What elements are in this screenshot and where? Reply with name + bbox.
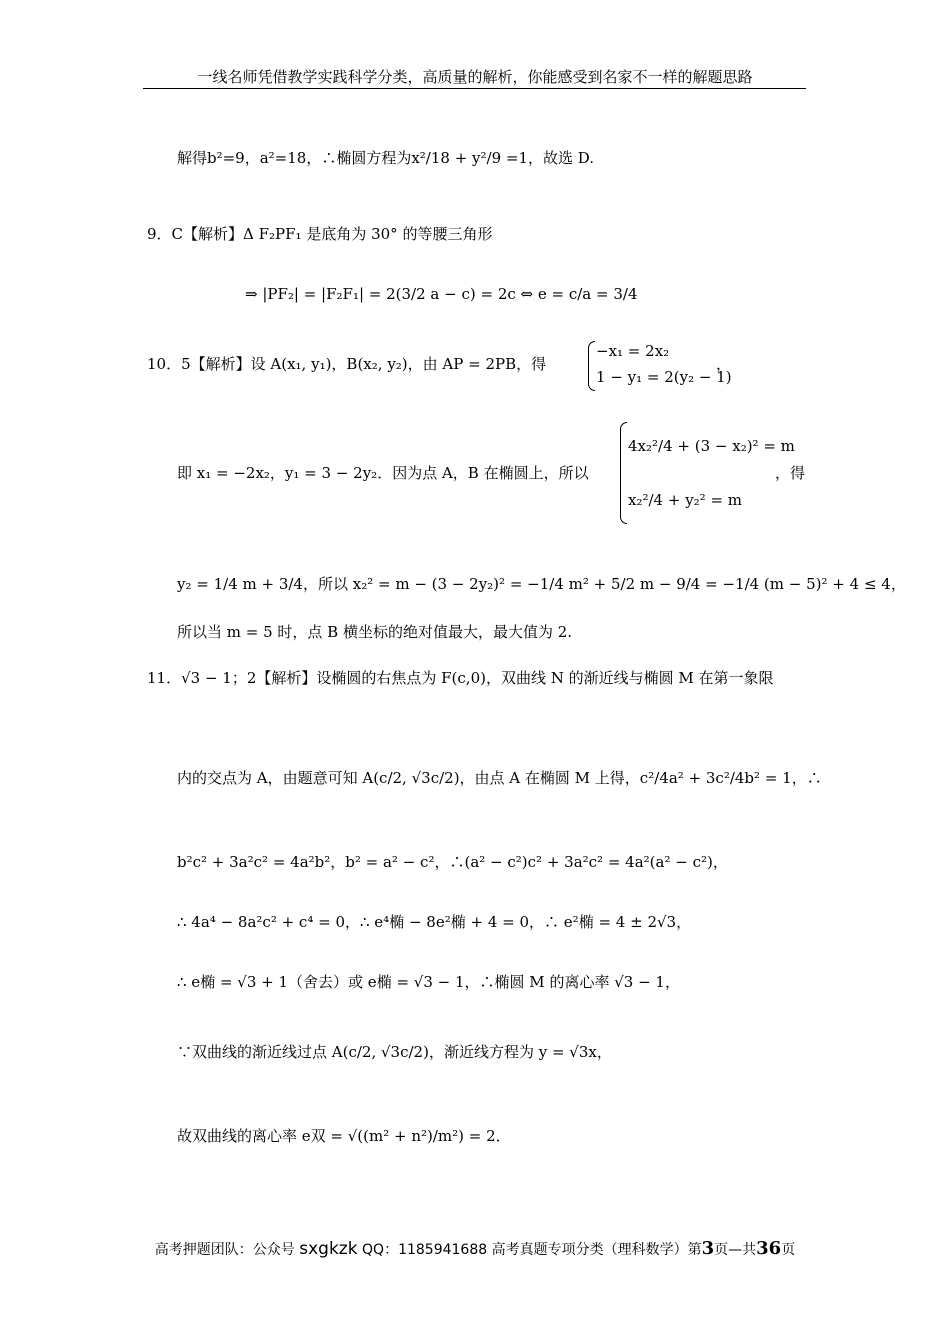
- page-header: 一线名师凭借教学实践科学分类，高质量的解析，你能感受到名家不一样的解题思路: [197, 68, 753, 86]
- line-11b: 内的交点为 A，由题意可知 A(c/2, √3c/2)，由点 A 在椭圆 M 上得，c²/4a² + 3c²/4b² = 1，∴: [177, 769, 822, 787]
- footer-wechat: sxgkzk: [299, 1239, 358, 1259]
- line-11g: 故双曲线的离心率 e双 = √((m² + n²)/m²) = 2．: [177, 1127, 511, 1145]
- line-11d: ∴ 4a⁴ − 8a²c² + c⁴ = 0，∴ e⁴椭 − 8e²椭 + 4 = 0，∴ e²椭 = 4 ± 2√3，: [177, 913, 692, 931]
- footer-total: 36: [756, 1238, 782, 1259]
- system-1-eq2: 1 − y₁ = 2(y₂ − 1): [596, 368, 732, 386]
- line-10d: 所以当 m = 5 时，点 B 横坐标的绝对值最大，最大值为 2.: [177, 623, 573, 641]
- brace-2: [620, 422, 627, 524]
- system-2-eq1: 4x₂²/4 + (3 − x₂)² = m: [628, 437, 795, 455]
- line-10-de: ，得: [775, 464, 806, 482]
- footer-page: 3: [701, 1238, 715, 1259]
- line-10a: 10．5【解析】设 A(x₁, y₁)，B(x₂, y₂)，由 AP = 2PB，得: [147, 355, 547, 373]
- footer-qq: 1185941688: [398, 1242, 488, 1258]
- footer-qq-label: QQ：: [362, 1242, 399, 1258]
- system-1-eq1: −x₁ = 2x₂: [596, 342, 670, 360]
- footer-series: 高考真题专项分类（理科数学）第: [491, 1242, 702, 1258]
- line-8: 解得b²=9，a²=18，∴椭圆方程为x²/18 + y²/9 =1，故选 D.: [177, 149, 595, 167]
- brace-1: [588, 341, 595, 391]
- line-11e: ∴ e椭 = √3 + 1（舍去）或 e椭 = √3 − 1，∴椭圆 M 的离心率 √3 − 1，: [177, 973, 680, 991]
- page-footer: [0, 1238, 950, 1259]
- footer-team: 高考押题团队：公众号: [154, 1242, 295, 1258]
- line-10b: 即 x₁ = −2x₂，y₁ = 3 − 2y₂．因为点 A，B 在椭圆上，所以: [177, 464, 589, 482]
- line-9b: ⇒ |PF₂| = |F₂F₁| = 2(3/2 a − c) = 2c ⇔ e = c/a = 3/4: [245, 285, 638, 303]
- line-10c: y₂ = 1/4 m + 3/4，所以 x₂² = m − (3 − 2y₂)² = −1/4 m² + 5/2 m − 9/4 = −1/4 (m − 5)² + 4 ≤ 4，: [177, 575, 906, 593]
- footer-mid: 页—共: [714, 1242, 757, 1258]
- line-11c: b²c² + 3a²c² = 4a²b²，b² = a² − c²，∴(a² − c²)c² + 3a²c² = 4a²(a² − c²)，: [177, 853, 728, 871]
- line-11f: ∵双曲线的渐近线过点 A(c/2, √3c/2)，渐近线方程为 y = √3x，: [177, 1043, 612, 1061]
- footer-end: 页: [781, 1242, 796, 1258]
- line-11a: 11．√3 − 1；2【解析】设椭圆的右焦点为 F(c,0)，双曲线 N 的渐近线与椭圆 M 在第一象限: [147, 669, 774, 687]
- comma: ，: [716, 355, 732, 373]
- system-2-eq2: x₂²/4 + y₂² = m: [628, 491, 743, 509]
- line-9a: 9．C【解析】Δ F₂PF₁ 是底角为 30° 的等腰三角形: [147, 225, 493, 243]
- header-rule: [143, 88, 806, 89]
